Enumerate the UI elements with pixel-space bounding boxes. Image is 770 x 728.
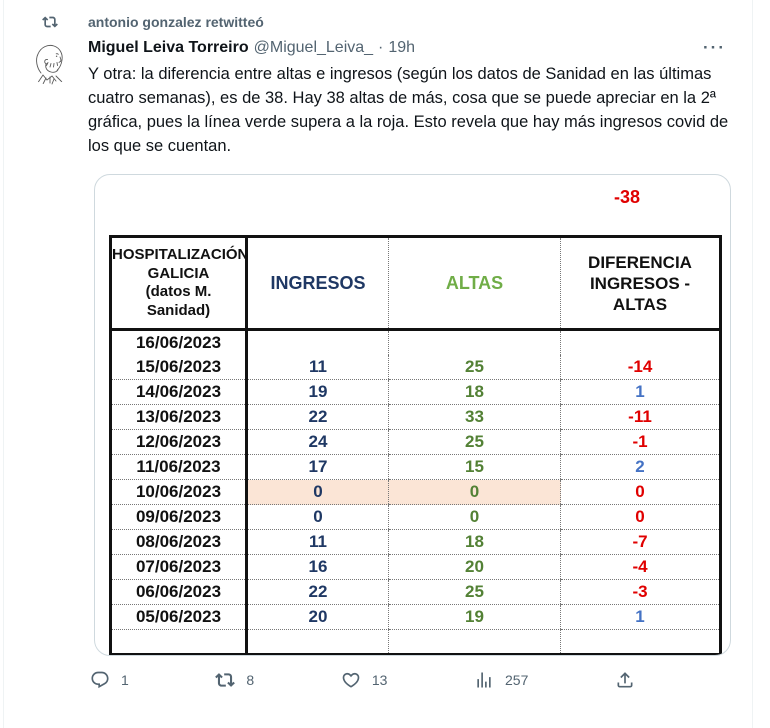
ingresos-cell: 17 [247, 455, 389, 480]
retweet-count: 8 [246, 672, 255, 688]
altas-cell: 18 [389, 380, 561, 405]
altas-cell: 25 [389, 430, 561, 455]
ingresos-cell: 11 [247, 530, 389, 555]
table-row [111, 430, 721, 455]
table-row [111, 505, 721, 530]
table-row [111, 555, 721, 580]
retweet-icon [215, 670, 235, 690]
table-row [111, 605, 721, 630]
header-diferencia-line3: ALTAS [612, 294, 668, 314]
date-cell: 14/06/2023 [111, 380, 247, 405]
altas-cell: 25 [389, 355, 561, 380]
header-dates-line2: GALICIA [147, 264, 210, 282]
ingresos-cell: 22 [247, 405, 389, 430]
header-altas: ALTAS [389, 237, 561, 330]
date-cell: 09/06/2023 [111, 505, 247, 530]
date-cell: 07/06/2023 [111, 555, 247, 580]
retweet-button[interactable] [215, 670, 254, 690]
altas-cell: 33 [389, 405, 561, 430]
reply-button[interactable] [90, 670, 129, 690]
date-cell: 08/06/2023 [111, 530, 247, 555]
social-context-label: antonio gonzalez retwitteó [88, 14, 264, 30]
social-context[interactable] [4, 12, 752, 32]
avatar-sketch-icon [26, 37, 74, 85]
table-row [111, 380, 721, 405]
table-row [111, 405, 721, 430]
ingresos-cell: 24 [247, 430, 389, 455]
like-count: 13 [371, 672, 388, 688]
ingresos-cell: 11 [247, 355, 389, 380]
date-cell: 15/06/2023 [111, 355, 247, 380]
header-diferencia [561, 237, 721, 330]
header-dates-line1: HOSPITALIZACIÓN [112, 246, 249, 263]
hospitalization-table [109, 235, 722, 656]
header-dates [111, 237, 247, 330]
table-row [111, 355, 721, 380]
date-cell: 10/06/2023 [111, 480, 247, 505]
user-handle[interactable]: @Miguel_Leiva_ [253, 39, 374, 56]
view-count: 257 [505, 672, 529, 688]
more-button[interactable]: ··· [703, 38, 726, 57]
reply-count: 1 [121, 672, 129, 688]
diferencia-cell: 0 [561, 505, 721, 530]
date-cell: 12/06/2023 [111, 430, 247, 455]
tweet-column [3, 0, 753, 728]
action-bar [90, 670, 635, 690]
tweet-header [88, 37, 736, 59]
header-ingresos: INGRESOS [247, 237, 389, 330]
altas-cell: 15 [389, 455, 561, 480]
altas-cell: 18 [389, 530, 561, 555]
tweet-content [88, 37, 736, 690]
diferencia-cell: -3 [561, 580, 721, 605]
ingresos-cell: 19 [247, 380, 389, 405]
header-diferencia-line1: DIFERENCIA [588, 252, 692, 272]
date-cell: 06/06/2023 [111, 580, 247, 605]
table-header-row [111, 237, 721, 330]
altas-cell: 19 [389, 605, 561, 630]
like-button[interactable] [341, 670, 388, 690]
diferencia-cell: -14 [561, 355, 721, 380]
table-row [111, 580, 721, 605]
diferencia-cell: -1 [561, 430, 721, 455]
ingresos-cell: 0 [247, 505, 389, 530]
ingresos-cell: 20 [247, 605, 389, 630]
views-button[interactable] [474, 670, 528, 690]
date-cell: 13/06/2023 [111, 405, 247, 430]
tweet [4, 32, 752, 690]
table-row [111, 455, 721, 480]
views-bar-chart-icon [474, 670, 494, 690]
altas-cell: 0 [389, 480, 561, 505]
date-cell: 11/06/2023 [111, 455, 247, 480]
timestamp[interactable]: 19h [388, 39, 416, 56]
date-cell: 16/06/2023 [135, 332, 222, 352]
diferencia-cell: -4 [561, 555, 721, 580]
retweet-icon [26, 14, 74, 30]
ingresos-cell [247, 330, 389, 355]
diferencia-cell: 1 [561, 605, 721, 630]
diferencia-cell: 0 [561, 480, 721, 505]
diferencia-cell: 2 [561, 455, 721, 480]
tweet-text: Y otra: la diferencia entre altas e ingresos (según los datos de Sanidad en las últimas cuatro semanas), es de 38. Hay 38 altas de más, cosa que se puede apreciar en la 2ª gráfica, pues la línea verde supera a la roja. Esto revela que hay más ingresos covid de los que se cuentan. [88, 65, 729, 155]
diferencia-cell [561, 330, 721, 355]
ingresos-cell: 22 [247, 580, 389, 605]
diferencia-cell: -7 [561, 530, 721, 555]
altas-cell: 20 [389, 555, 561, 580]
diferencia-cell: 1 [561, 380, 721, 405]
annotation-total: -38 [613, 187, 640, 207]
share-button[interactable] [615, 670, 635, 690]
display-name[interactable]: Miguel Leiva Torreiro [88, 39, 249, 56]
reply-icon [90, 670, 110, 690]
share-icon [615, 670, 635, 690]
header-diferencia-line2: INGRESOS - [589, 273, 691, 293]
header-dates-line3: (datos M. Sanidad) [145, 283, 212, 319]
avatar[interactable] [26, 37, 74, 85]
altas-cell: 25 [389, 580, 561, 605]
table-row [111, 330, 721, 355]
ingresos-cell: 16 [247, 555, 389, 580]
ingresos-cell: 0 [247, 480, 389, 505]
heart-icon [341, 670, 361, 690]
diferencia-cell: -11 [561, 405, 721, 430]
table-row-highlighted [111, 480, 721, 505]
date-cell: 05/06/2023 [111, 605, 247, 630]
table-row [111, 530, 721, 555]
altas-cell: 0 [389, 505, 561, 530]
altas-cell [389, 330, 561, 355]
tweet-media-image[interactable] [94, 174, 731, 656]
separator-dot: · [378, 39, 384, 56]
table-row-partial [111, 630, 721, 655]
